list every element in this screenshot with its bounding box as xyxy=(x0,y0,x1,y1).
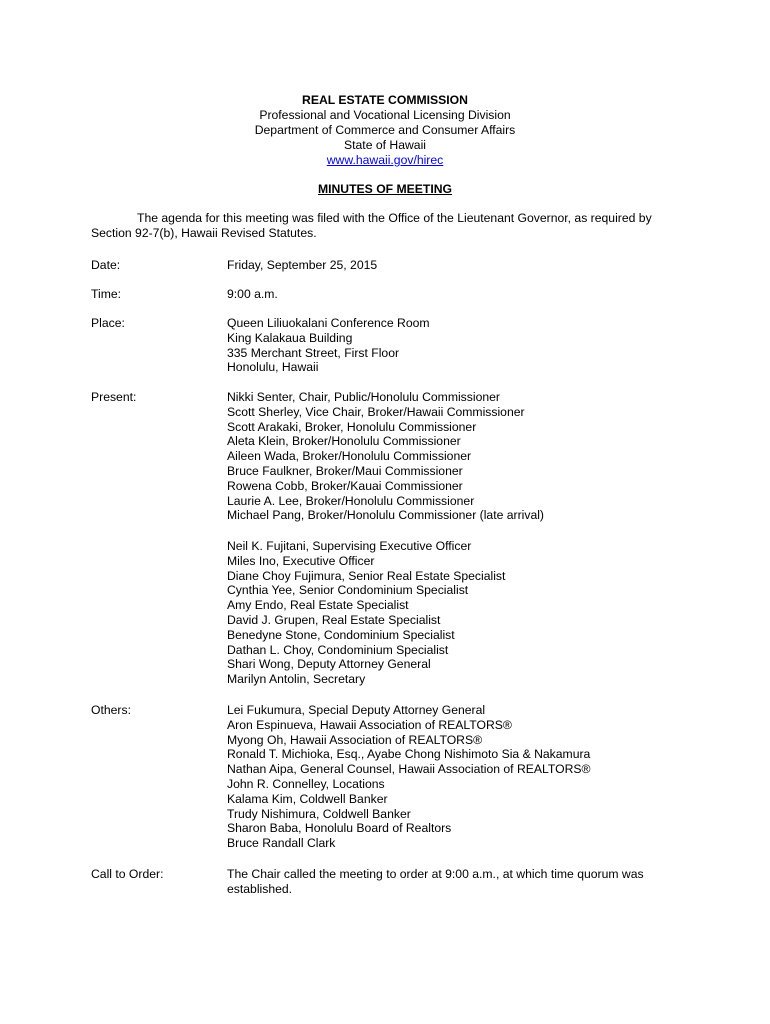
others-attendee: Myong Oh, Hawaii Association of REALTORS® xyxy=(227,732,483,747)
present-staff-member: Amy Endo, Real Estate Specialist xyxy=(227,598,409,613)
website-link[interactable]: www.hawaii.gov/hirec xyxy=(326,153,444,167)
date-value: Friday, September 25, 2015 xyxy=(227,258,378,272)
call-to-order-text xyxy=(227,867,687,897)
present-staff-member: Shari Wong, Deputy Attorney General xyxy=(227,657,431,672)
call-to-order-label: Call to Order: xyxy=(91,867,164,881)
others-attendee: Trudy Nishimura, Coldwell Banker xyxy=(227,806,411,821)
commission-title: REAL ESTATE COMMISSION xyxy=(302,93,468,107)
present-commissioner: Laurie A. Lee, Broker/Honolulu Commissioner xyxy=(227,493,475,508)
division-name: Professional and Vocational Licensing Division xyxy=(259,108,511,122)
minutes-heading: MINUTES OF MEETING xyxy=(317,182,453,196)
others-attendee: Lei Fukumura, Special Deputy Attorney General xyxy=(227,703,486,717)
date-label: Date: xyxy=(91,258,121,272)
place-value xyxy=(227,316,687,375)
place-line: 335 Merchant Street, First Floor xyxy=(227,345,400,360)
present-staff-member: Dathan L. Choy, Condominium Specialist xyxy=(227,642,449,657)
present-staff xyxy=(227,539,687,687)
present-staff-member: Cynthia Yee, Senior Condominium Specialist xyxy=(227,583,469,598)
others-attendee: Ronald T. Michioka, Esq., Ayabe Chong Nishimoto Sia & Nakamura xyxy=(227,747,591,762)
present-staff-member: Marilyn Antolin, Secretary xyxy=(227,672,366,687)
present-commissioner: Aleta Klein, Broker/Honolulu Commissioner xyxy=(227,434,461,449)
department-name: Department of Commerce and Consumer Affairs xyxy=(254,123,516,137)
document-header xyxy=(0,93,770,168)
intro-paragraph xyxy=(91,211,681,241)
others-attendee: Nathan Aipa, General Counsel, Hawaii Association of REALTORS® xyxy=(227,762,591,777)
state-name: State of Hawaii xyxy=(344,138,426,152)
others-attendee: John R. Connelley, Locations xyxy=(227,776,385,791)
place-line: Queen Liliuokalani Conference Room xyxy=(227,316,430,330)
present-staff-member: Miles Ino, Executive Officer xyxy=(227,553,375,568)
time-value: 9:00 a.m. xyxy=(227,287,278,301)
present-commissioner: Nikki Senter, Chair, Public/Honolulu Commissioner xyxy=(227,390,500,404)
present-staff-member: David J. Grupen, Real Estate Specialist xyxy=(227,612,441,627)
present-staff-member: Neil K. Fujitani, Supervising Executive Officer xyxy=(227,539,472,553)
place-label: Place: xyxy=(91,316,125,330)
call-to-order-line-2: established. xyxy=(227,881,293,896)
present-commissioner: Rowena Cobb, Broker/Kauai Commissioner xyxy=(227,478,463,493)
place-line: King Kalakaua Building xyxy=(227,330,353,345)
present-staff-member: Diane Choy Fujimura, Senior Real Estate Specialist xyxy=(227,568,506,583)
present-commissioner: Michael Pang, Broker/Honolulu Commissioner (late arrival) xyxy=(227,508,544,523)
others-label: Others: xyxy=(91,703,131,717)
present-label: Present: xyxy=(91,390,137,404)
present-staff-member: Benedyne Stone, Condominium Specialist xyxy=(227,627,455,642)
place-line: Honolulu, Hawaii xyxy=(227,360,319,375)
present-commissioner: Scott Sherley, Vice Chair, Broker/Hawaii Commissioner xyxy=(227,404,525,419)
others-attendee: Bruce Randall Clark xyxy=(227,836,336,851)
others-attendee: Aron Espinueva, Hawaii Association of REALTORS® xyxy=(227,717,512,732)
intro-line-1: The agenda for this meeting was filed with the Office of the Lieutenant Governor, as required by xyxy=(137,211,652,225)
others-list xyxy=(227,703,687,851)
others-attendee: Sharon Baba, Honolulu Board of Realtors xyxy=(227,821,452,836)
call-to-order-line-1: The Chair called the meeting to order at 9:00 a.m., at which time quorum was xyxy=(227,867,644,881)
present-commissioner: Aileen Wada, Broker/Honolulu Commissioner xyxy=(227,449,472,464)
present-commissioner: Bruce Faulkner, Broker/Maui Commissioner xyxy=(227,463,463,478)
time-label: Time: xyxy=(91,287,122,301)
others-attendee: Kalama Kim, Coldwell Banker xyxy=(227,791,388,806)
present-commissioner: Scott Arakaki, Broker, Honolulu Commissioner xyxy=(227,419,477,434)
present-commissioners xyxy=(227,390,687,523)
intro-line-2: Section 92-7(b), Hawaii Revised Statutes. xyxy=(91,226,317,240)
